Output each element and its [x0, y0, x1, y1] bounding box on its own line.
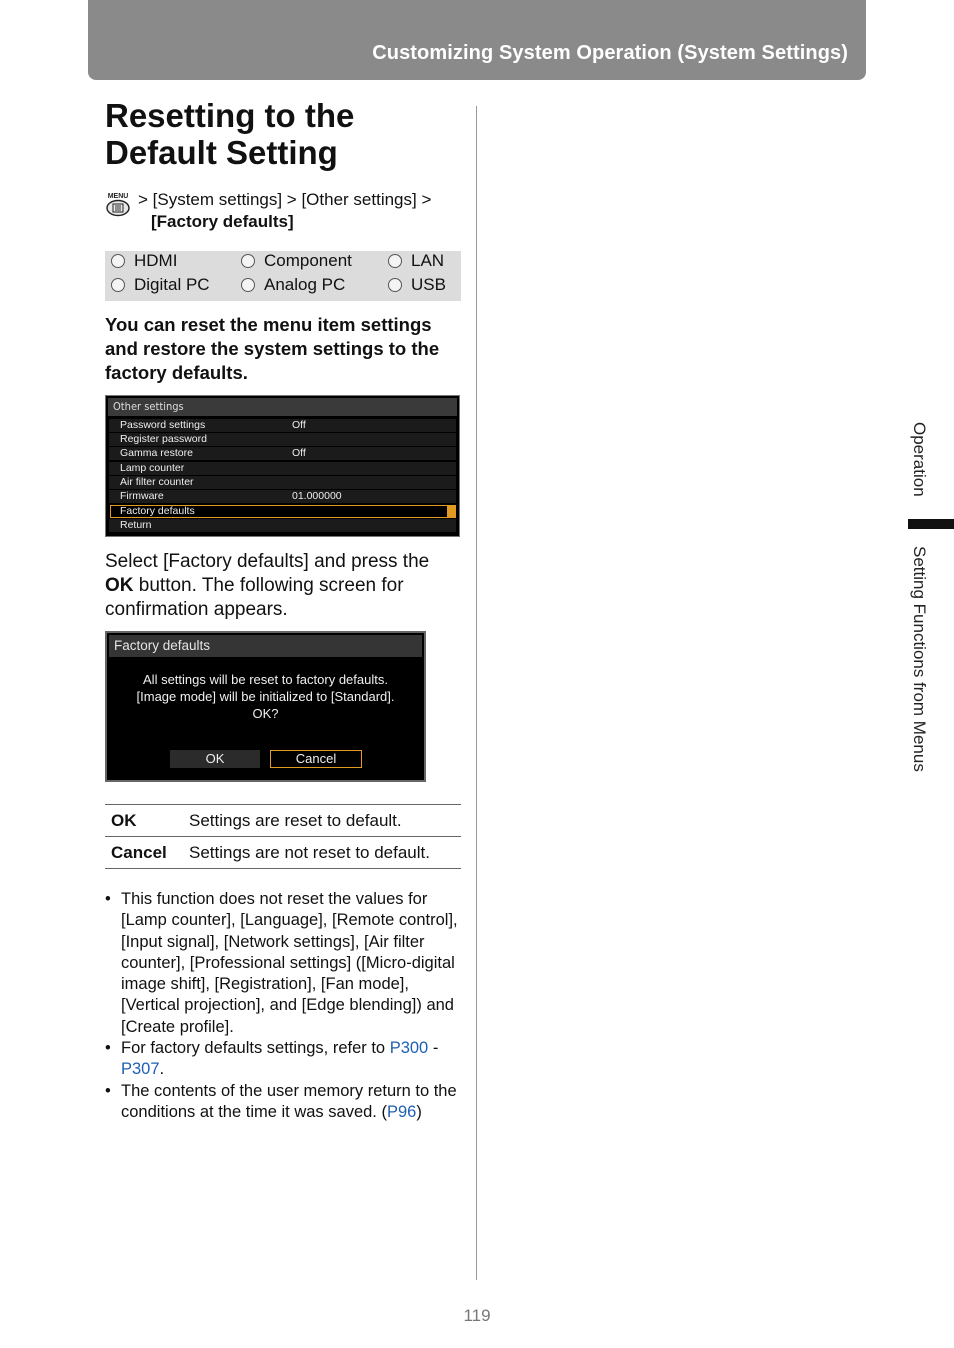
bullet: • — [105, 890, 111, 908]
option-key: Cancel — [105, 837, 189, 869]
step-instruction — [105, 550, 465, 622]
input-lan — [388, 251, 444, 271]
dialog-message — [107, 671, 424, 722]
header-title: Customizing System Operation (System Settings) — [372, 42, 848, 64]
note-text: ) — [416, 1102, 422, 1121]
input-analog-pc — [241, 275, 345, 295]
input-component — [241, 251, 352, 271]
radio-icon — [111, 278, 125, 292]
step-ok-word: OK — [105, 575, 134, 596]
menu-row: Password settings Off — [109, 419, 456, 432]
radio-icon — [388, 254, 402, 268]
note-item — [105, 1081, 465, 1124]
input-label: Component — [264, 251, 352, 270]
radio-icon — [241, 254, 255, 268]
link-p300[interactable]: P300 — [389, 1039, 429, 1058]
input-hdmi — [111, 251, 177, 271]
dialog-line1: All settings will be reset to factory defaults. — [143, 672, 388, 687]
page-title-line2: Default Setting — [105, 134, 338, 171]
note-text: . — [159, 1060, 165, 1079]
options-table — [105, 804, 461, 869]
input-label: HDMI — [134, 251, 178, 270]
link-p307[interactable]: P307 — [121, 1060, 160, 1079]
header-bar — [88, 0, 866, 80]
dialog-line2: [Image mode] will be initialized to [Standard]. — [136, 689, 395, 704]
bullet: • — [105, 1081, 111, 1100]
svg-text:MENU: MENU — [107, 193, 129, 200]
step-part2: button. The following screen for confirmation appears. — [105, 575, 404, 620]
option-key: OK — [105, 805, 189, 837]
side-tab-section[interactable]: Setting Functions from Menus — [910, 546, 929, 772]
menu-row: Return — [109, 519, 456, 532]
note-text: The contents of the user memory return to the conditions at the time it was saved. ( — [121, 1081, 457, 1121]
input-label: USB — [411, 275, 446, 294]
input-usb — [388, 275, 446, 295]
other-settings-screenshot — [105, 395, 460, 537]
option-desc: Settings are not reset to default. — [189, 837, 461, 869]
option-desc: Settings are reset to default. — [189, 805, 461, 837]
link-p96[interactable]: P96 — [386, 1102, 417, 1121]
bullet: • — [105, 1039, 111, 1058]
radio-icon — [241, 278, 255, 292]
input-label: Analog PC — [264, 275, 346, 294]
menu-row: Air filter counter — [109, 476, 456, 489]
menu-path-line1: > [System settings] > [Other settings] > — [138, 190, 432, 209]
page-number: 119 — [463, 1306, 491, 1325]
side-tab-marker — [908, 519, 954, 529]
note-text: For factory defaults settings, refer to — [121, 1039, 390, 1058]
note-item — [105, 1038, 465, 1081]
dialog-cancel-button: Cancel — [270, 750, 362, 768]
page-title-line1: Resetting to the — [105, 97, 355, 134]
table-row — [105, 805, 461, 837]
menu-path-line2: [Factory defaults] — [151, 212, 294, 231]
dialog-title: Factory defaults — [109, 635, 422, 657]
dialog-line3: OK? — [252, 706, 279, 721]
radio-icon — [388, 278, 402, 292]
menu-row: Firmware 01.000000 — [109, 490, 456, 503]
notes-list — [105, 889, 465, 1123]
side-tab-operation[interactable]: Operation — [910, 422, 929, 497]
factory-defaults-dialog-screenshot — [105, 631, 426, 782]
menu-row: Gamma restore Off — [109, 447, 456, 460]
menu-row-selected: Factory defaults — [109, 505, 456, 518]
input-sources-box — [105, 251, 461, 301]
note-text: - — [428, 1039, 439, 1058]
screen-title: Other settings — [108, 398, 457, 416]
radio-icon — [111, 254, 125, 268]
input-digital-pc — [111, 275, 210, 295]
note-item — [105, 889, 465, 1038]
menu-row: Lamp counter — [109, 462, 456, 475]
step-part1: Select [Factory defaults] and press the — [105, 551, 430, 572]
table-row — [105, 837, 461, 869]
page-title — [105, 97, 465, 171]
note-text: This function does not reset the values for [Lamp counter], [Language], [Remote control], [Input signal], [Network settings], [Air filter counter], [Professional settings] ([Micro-digital image shift], [Registration], [Fan mode], [Vertical projection], and [Edge blending]) and [Create profile]. — [121, 890, 458, 1036]
menu-row: Register password — [109, 433, 456, 446]
input-label: Digital PC — [134, 275, 210, 294]
column-divider — [476, 106, 477, 1280]
intro-text: You can reset the menu item settings and restore the system settings to the factory defaults. — [105, 314, 440, 383]
dialog-ok-button: OK — [170, 750, 260, 768]
menu-button-icon — [105, 191, 131, 217]
input-label: LAN — [411, 251, 445, 270]
